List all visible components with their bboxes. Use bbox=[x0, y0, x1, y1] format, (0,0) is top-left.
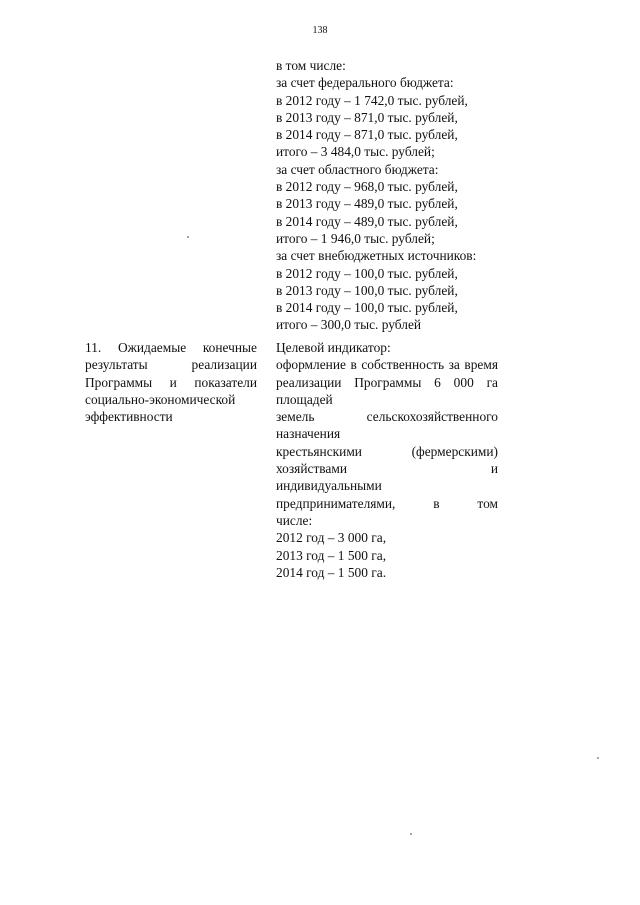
content-line: 2013 год – 1 500 га, bbox=[276, 547, 387, 563]
content-line: Целевой индикатор: bbox=[276, 340, 391, 355]
content-line: 2014 год – 1 500 га. bbox=[276, 564, 387, 580]
scan-speck bbox=[410, 833, 412, 835]
funding-line: в 2014 году – 100,0 тыс. рублей, bbox=[276, 300, 458, 316]
content-line: индивидуальными предпринимателями, в том bbox=[276, 478, 498, 511]
funding-breakdown bbox=[276, 57, 498, 334]
label-line: 11. Ожидаемые конечные bbox=[85, 340, 257, 355]
scan-speck bbox=[597, 757, 599, 759]
funding-line: в 2012 году – 100,0 тыс. рублей, bbox=[276, 265, 458, 281]
funding-line: в 2012 году – 968,0 тыс. рублей, bbox=[276, 179, 458, 195]
scan-speck bbox=[187, 236, 189, 238]
funding-line: за счет областного бюджета: bbox=[276, 161, 439, 177]
content-line: числе: bbox=[276, 512, 313, 528]
page-number: 138 bbox=[312, 25, 328, 36]
funding-line: в 2013 году – 871,0 тыс. рублей, bbox=[276, 109, 458, 125]
funding-line: за счет внебюджетных источников: bbox=[276, 248, 477, 264]
funding-line: итого – 1 946,0 тыс. рублей; bbox=[276, 230, 435, 246]
section-11-content bbox=[276, 339, 498, 581]
funding-line: в 2014 году – 871,0 тыс. рублей, bbox=[276, 127, 458, 143]
content-line: реализации Программы 6 000 га площадей bbox=[276, 374, 498, 407]
label-line: социально-экономической bbox=[85, 391, 236, 407]
funding-line: в том числе: bbox=[276, 58, 346, 73]
content-line: земель сельскохозяйственного назначения bbox=[276, 409, 498, 442]
content-line: оформление в собственность за время bbox=[276, 357, 498, 373]
funding-line: в 2013 году – 489,0 тыс. рублей, bbox=[276, 196, 458, 212]
funding-line: итого – 3 484,0 тыс. рублей; bbox=[276, 144, 435, 160]
label-line: Программы и показатели bbox=[85, 374, 257, 390]
funding-line: за счет федерального бюджета: bbox=[276, 75, 454, 91]
funding-line: в 2014 году – 489,0 тыс. рублей, bbox=[276, 213, 458, 229]
funding-line: итого – 300,0 тыс. рублей bbox=[276, 317, 422, 333]
funding-line: в 2012 году – 1 742,0 тыс. рублей, bbox=[276, 92, 468, 108]
content-line: крестьянскими (фермерскими) хозяйствами и bbox=[276, 443, 498, 477]
funding-line: в 2013 году – 100,0 тыс. рублей, bbox=[276, 282, 458, 298]
content-line: 2012 год – 3 000 га, bbox=[276, 530, 387, 546]
label-line: эффективности bbox=[85, 409, 173, 425]
section-11-label bbox=[85, 339, 257, 425]
label-line: результаты реализации bbox=[85, 357, 257, 373]
